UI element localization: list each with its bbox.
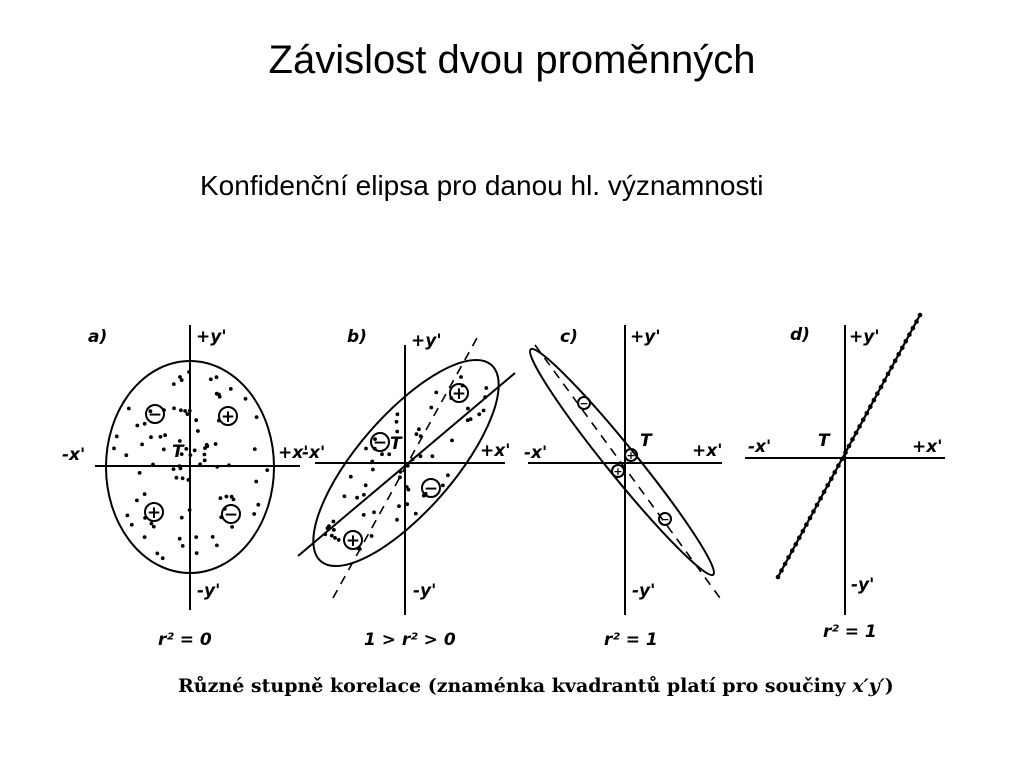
panel-a-dot xyxy=(184,447,188,451)
panel-d-dots xyxy=(776,313,923,580)
panel-b-dot xyxy=(370,534,374,538)
panel-b-center-label: T xyxy=(390,434,402,454)
panel-d-dot xyxy=(833,470,838,475)
panel-a-dot xyxy=(195,551,199,555)
panel-a-dot xyxy=(211,535,215,539)
panel-c-sign-2: + xyxy=(626,449,636,462)
panel-d-dot xyxy=(896,352,901,357)
panel-b-dot xyxy=(395,518,399,522)
panel-b-dot xyxy=(395,430,399,434)
panel-a-dot xyxy=(218,395,222,399)
panel-c-sign-3: + xyxy=(613,465,623,478)
panel-b-y-neg-label: -y' xyxy=(413,581,437,601)
panel-a-dot xyxy=(215,465,219,469)
panel-c-y-neg-label: -y' xyxy=(632,581,656,601)
panel-a-dot xyxy=(138,471,142,475)
panel-a-dot xyxy=(189,453,193,457)
panel-b-dot xyxy=(370,460,374,464)
panel-a-dot xyxy=(256,503,260,507)
panel-a-dot xyxy=(255,415,259,419)
panel-b-dot xyxy=(419,434,423,438)
panel-b-dot xyxy=(343,494,347,498)
panel-b-dot xyxy=(441,484,445,488)
panel-a-dot xyxy=(230,525,234,529)
panel-b-x-neg-label: -x' xyxy=(302,443,326,463)
panel-a-sign-tr: + xyxy=(220,407,236,427)
panel-b-sign-bl: + xyxy=(345,531,361,551)
panel-a-dot xyxy=(227,463,231,467)
panel-d-y-neg-label: -y' xyxy=(851,575,875,595)
panel-d-dot xyxy=(875,391,880,396)
panel-a-center-label: T xyxy=(172,442,184,462)
panel-d-dot xyxy=(801,529,806,534)
panel-d-x-pos-label: +x' xyxy=(912,437,943,457)
panel-b-dot xyxy=(333,536,337,540)
panel-a-dot xyxy=(230,495,234,499)
panel-a-dot xyxy=(265,468,269,472)
panel-d-dot xyxy=(822,490,827,495)
panel-a-dot xyxy=(178,375,182,379)
panel-d-dot xyxy=(918,313,923,318)
panel-b-x-pos-label: +x' xyxy=(480,441,511,461)
panel-b-dot xyxy=(415,432,419,436)
panel-a-dot xyxy=(219,496,223,500)
panel-b-r-label: 1 > r² > 0 xyxy=(364,630,456,650)
panel-a-dot xyxy=(163,433,167,437)
panel-b-dot xyxy=(395,420,399,424)
panel-b-dot xyxy=(349,475,353,479)
panel-d-dot xyxy=(847,444,852,449)
panel-d-dot xyxy=(904,339,909,344)
panel-a-dot xyxy=(115,435,119,439)
panel-b-dot xyxy=(407,488,411,492)
panel-a-dot xyxy=(162,448,166,452)
panel-a-dot xyxy=(178,537,182,541)
panel-a-dot xyxy=(229,387,233,391)
panel-a xyxy=(95,325,300,610)
panel-a-dot xyxy=(193,449,197,453)
slide-title: Závislost dvou proměnných xyxy=(268,38,756,82)
panel-d-dot xyxy=(914,319,919,324)
panel-d-dot xyxy=(907,332,912,337)
panel-a-dot xyxy=(214,442,218,446)
panel-a-dot xyxy=(124,453,128,457)
panel-a-dot xyxy=(186,412,190,416)
panel-a-dot xyxy=(205,443,209,447)
panel-d-dot xyxy=(882,378,887,383)
panel-d-dot xyxy=(900,346,905,351)
panel-d-dot xyxy=(829,477,834,482)
panel-b-dot xyxy=(364,447,368,451)
panel-d-dot xyxy=(794,542,799,547)
panel-d-dot xyxy=(776,575,781,580)
panel-c-x-pos-label: +x' xyxy=(692,441,723,461)
panel-d-dot xyxy=(808,516,813,521)
panel-d-dot xyxy=(779,568,784,573)
panel-a-dot xyxy=(180,516,184,520)
panel-b-dot xyxy=(364,483,368,487)
panel-c-sign-4: − xyxy=(660,513,670,526)
panel-a-dot xyxy=(215,392,219,396)
panel-a-dot xyxy=(196,429,200,433)
panel-b-dot xyxy=(405,502,409,506)
panel-d-dot xyxy=(865,411,870,416)
slide-subtitle: Konfidenční elipsa pro danou hl. významnosti xyxy=(200,170,764,201)
panel-d-dot xyxy=(911,326,916,331)
panel-c-dashed-line xyxy=(535,345,723,598)
panel-d-dot xyxy=(879,385,884,390)
panel-b-sign-tl: − xyxy=(372,433,388,453)
figure-caption-math: x′y′ xyxy=(852,675,885,697)
panel-a-dot xyxy=(209,377,213,381)
panel-d xyxy=(745,313,945,615)
panel-a-dot xyxy=(140,443,144,447)
panel-b xyxy=(284,333,527,615)
panel-d-dot xyxy=(815,503,820,508)
panel-a-dot xyxy=(172,382,176,386)
panel-b-dot xyxy=(337,538,341,542)
panel-b-dot xyxy=(483,395,487,399)
panel-b-dot xyxy=(397,504,401,508)
panel-d-dot xyxy=(786,555,791,560)
panel-d-dot xyxy=(783,562,788,567)
panel-b-dot xyxy=(355,496,359,500)
panel-d-r-label: r² = 1 xyxy=(823,622,877,642)
panel-b-dot xyxy=(477,412,481,416)
panel-d-dot xyxy=(818,496,823,501)
panel-b-dot xyxy=(330,534,334,538)
figure-caption-text: Různé stupně korelace (znaménka kvadrantů platí pro součiny xyxy=(178,675,853,697)
panel-b-dot xyxy=(482,409,486,413)
panel-a-dot xyxy=(203,459,207,463)
panel-b-y-pos-label: +y' xyxy=(411,331,442,351)
panel-a-dot xyxy=(151,463,155,467)
panel-b-dot xyxy=(396,412,400,416)
panel-b-dot xyxy=(332,528,336,532)
panel-d-dot xyxy=(893,359,898,364)
panel-a-dot xyxy=(181,476,185,480)
panel-d-dot xyxy=(857,424,862,429)
panel-d-dot xyxy=(825,483,830,488)
panel-a-dot xyxy=(149,435,153,439)
panel-b-dot xyxy=(459,375,463,379)
panel-b-dot xyxy=(323,532,327,536)
panel-a-dot xyxy=(179,408,183,412)
panel-b-dot xyxy=(326,526,330,530)
panel-a-sign-bl: + xyxy=(146,503,162,523)
panel-b-dot xyxy=(466,407,470,411)
panel-c-r-label: r² = 1 xyxy=(604,630,658,650)
panel-d-dot xyxy=(811,509,816,514)
panel-d-dot xyxy=(886,372,891,377)
panel-d-dot xyxy=(872,398,877,403)
panel-a-dot xyxy=(130,523,134,527)
panel-b-dot xyxy=(466,418,470,422)
panel-a-dot xyxy=(254,480,258,484)
panel-c-center-label: T xyxy=(640,431,652,451)
figure-caption-close: ) xyxy=(884,675,894,697)
panel-c-sign-1: − xyxy=(579,397,589,410)
panel-d-dot xyxy=(843,450,848,455)
panel-d-dot xyxy=(836,463,841,468)
panel-b-dot xyxy=(414,512,418,516)
panel-a-dot xyxy=(143,422,147,426)
panel-d-dot xyxy=(850,437,855,442)
panel-a-dot xyxy=(215,544,219,548)
panel-d-center-label: T xyxy=(818,431,830,451)
panel-a-dot xyxy=(225,495,229,499)
panel-a-dot xyxy=(159,435,163,439)
panel-a-dot xyxy=(203,453,207,457)
panel-a-dot xyxy=(143,535,147,539)
panel-d-dot xyxy=(889,365,894,370)
panel-a-dot xyxy=(253,447,257,451)
panel-a-dot xyxy=(244,397,248,401)
panel-d-x-neg-label: -x' xyxy=(748,437,772,457)
panel-a-dot xyxy=(152,525,156,529)
panel-b-dot xyxy=(484,386,488,390)
panel-b-label: b) xyxy=(347,327,367,347)
panel-a-sign-br: − xyxy=(223,505,239,525)
panel-b-dot xyxy=(434,391,438,395)
panel-d-label: d) xyxy=(790,325,810,345)
panel-a-dot xyxy=(161,556,165,560)
panel-a-r-label: r² = 0 xyxy=(158,630,212,650)
panel-d-dot xyxy=(797,535,802,540)
panel-b-dot xyxy=(398,475,402,479)
panel-a-dot xyxy=(187,478,191,482)
panel-a-dot xyxy=(135,499,139,503)
panel-a-dot xyxy=(215,375,219,379)
panel-a-dot xyxy=(143,492,147,496)
panel-c-label: c) xyxy=(560,327,578,347)
panel-a-dot xyxy=(183,409,187,413)
panel-b-dot xyxy=(431,454,435,458)
panel-b-dot xyxy=(429,406,433,410)
panel-a-dot xyxy=(194,418,198,422)
panel-a-dot xyxy=(194,535,198,539)
panel-b-dot xyxy=(419,454,423,458)
panel-b-sign-br: − xyxy=(423,479,439,499)
panel-a-dot xyxy=(155,552,159,556)
panel-b-sign-tr: + xyxy=(451,384,467,404)
panel-b-dot xyxy=(332,520,336,524)
panel-a-dot xyxy=(126,514,130,518)
panel-a-x-pos-label: +x' xyxy=(278,443,309,463)
panel-a-dot xyxy=(172,406,176,410)
panel-b-dot xyxy=(362,493,366,497)
panel-a-dot xyxy=(135,424,139,428)
panel-a-sign-tl: − xyxy=(147,405,163,425)
panel-b-dot xyxy=(406,464,410,468)
panel-a-dot xyxy=(188,409,192,413)
panel-a-dot xyxy=(198,462,202,466)
panel-b-dot xyxy=(450,439,454,443)
panel-a-label: a) xyxy=(88,327,108,347)
panel-b-dot xyxy=(417,427,421,431)
panel-a-x-neg-label: -x' xyxy=(62,445,86,465)
panel-a-dot xyxy=(172,467,176,471)
panel-a-dot xyxy=(188,508,192,512)
panel-d-dot xyxy=(840,457,845,462)
panel-b-dot xyxy=(371,468,375,472)
panel-a-dot xyxy=(181,544,185,548)
panel-a-dot xyxy=(252,512,256,516)
figure-caption xyxy=(178,675,894,697)
panel-a-dot xyxy=(127,407,131,411)
panel-a-y-neg-label: -y' xyxy=(197,581,221,601)
panel-d-dot xyxy=(868,404,873,409)
panel-c-y-pos-label: +y' xyxy=(630,327,661,347)
panel-a-dot xyxy=(112,447,116,451)
panel-d-dot xyxy=(804,522,809,527)
panel-b-dot xyxy=(399,470,403,474)
panel-d-dot xyxy=(854,431,859,436)
panel-c-x-neg-label: -x' xyxy=(524,443,548,463)
panel-b-dot xyxy=(372,510,376,514)
panel-b-dot xyxy=(411,458,415,462)
panel-a-y-pos-label: +y' xyxy=(196,327,227,347)
panel-a-dot xyxy=(175,476,179,480)
panel-d-y-pos-label: +y' xyxy=(849,327,880,347)
panel-b-dot xyxy=(362,513,366,517)
panel-d-dot xyxy=(861,418,866,423)
panel-a-dot xyxy=(178,464,182,468)
panel-b-dot xyxy=(446,473,450,477)
panel-a-dot xyxy=(187,370,191,374)
panel-d-dot xyxy=(790,549,795,554)
